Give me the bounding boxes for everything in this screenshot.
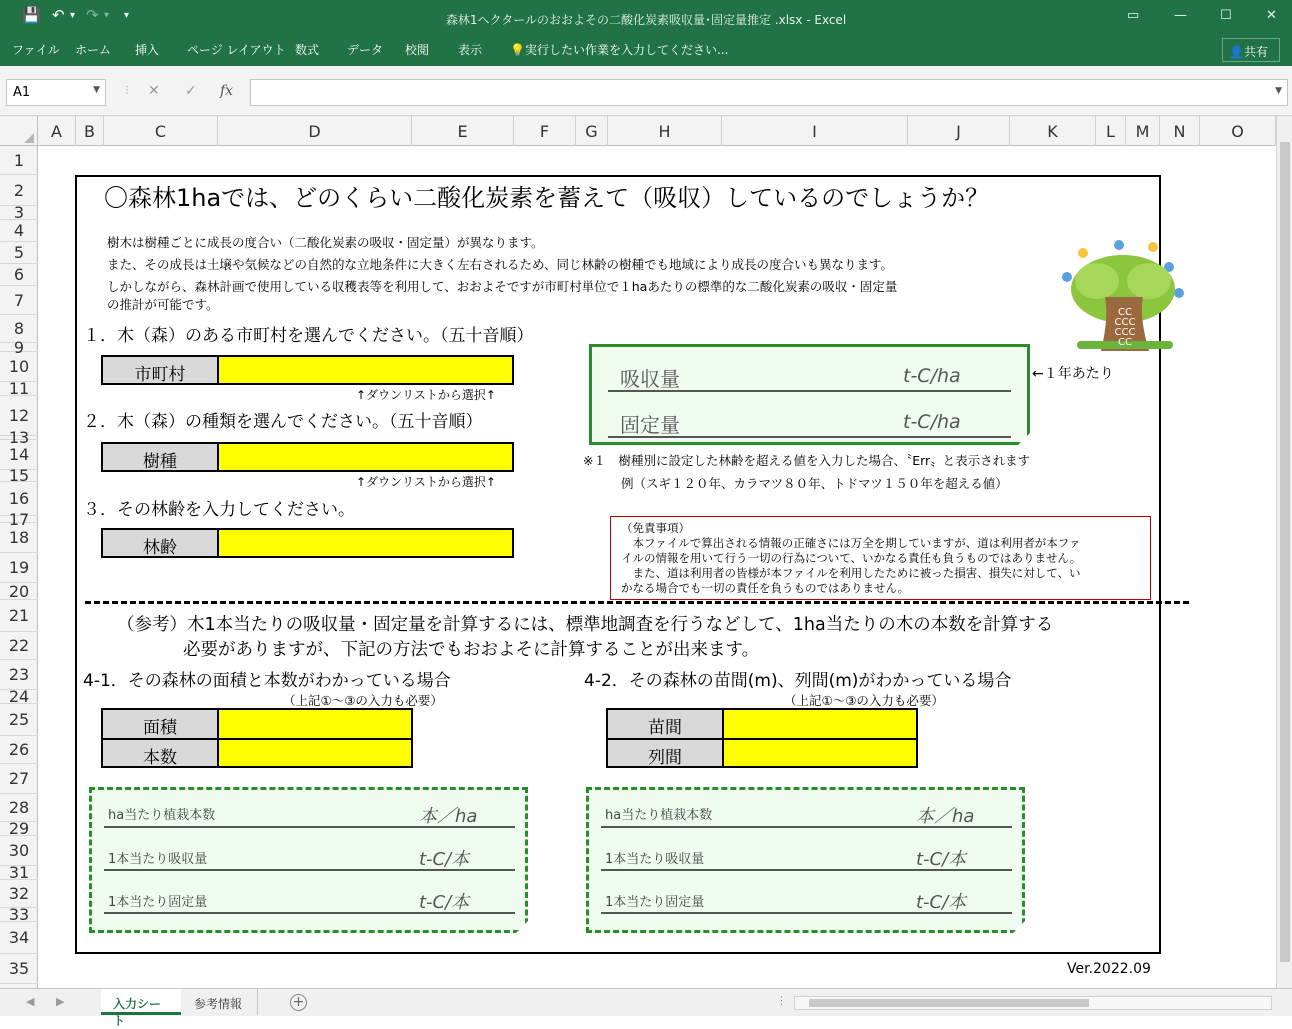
row-header[interactable]: 14 <box>0 440 38 470</box>
intro-text: の推計が可能です。 <box>107 297 219 312</box>
calc-underline <box>601 912 1012 914</box>
share-button[interactable] <box>1222 38 1280 62</box>
row-header[interactable]: 19 <box>0 553 38 583</box>
tab-data[interactable]: データ <box>347 43 384 57</box>
calc-unit: t-C/本 <box>916 849 967 870</box>
column-header[interactable]: I <box>722 116 908 146</box>
insert-function-icon[interactable]: fx <box>220 83 234 99</box>
seedling-spacing-input[interactable] <box>724 710 916 738</box>
column-header[interactable]: L <box>1096 116 1126 146</box>
disclaimer-box <box>610 516 1151 600</box>
column-header[interactable]: G <box>576 116 608 146</box>
reference-text: （参考）木1本当たりの吸収量・固定量を計算するには、標準地調査を行うなどして、1ha当たりの木の本数を計算する <box>117 615 1054 635</box>
row-header[interactable]: 21 <box>0 600 38 632</box>
calc-underline <box>601 869 1012 871</box>
tell-me-search[interactable] <box>510 41 728 58</box>
calc-unit: 本／ha <box>419 806 478 827</box>
name-box-value: A1 <box>13 85 31 100</box>
column-header[interactable]: K <box>1010 116 1096 146</box>
customize-toolbar-icon[interactable]: ▾ <box>124 10 130 21</box>
row-header[interactable]: 33 <box>0 908 38 922</box>
chevron-down-icon[interactable]: ▼ <box>93 85 100 95</box>
calc-underline <box>104 869 515 871</box>
undo-icon[interactable]: ↶ <box>52 6 65 24</box>
municipality-label: 市町村 <box>103 357 219 383</box>
tab-view[interactable]: 表示 <box>458 43 483 57</box>
count-label: 本数 <box>103 740 219 766</box>
undo-dropdown-icon[interactable]: ▾ <box>70 10 76 21</box>
case2-result-box <box>586 787 1025 933</box>
species-label: 樹種 <box>103 444 219 470</box>
row-header[interactable]: 11 <box>0 382 38 396</box>
row-header[interactable]: 12 <box>0 396 38 436</box>
close-icon[interactable]: ✕ <box>1266 8 1277 23</box>
count-input[interactable] <box>219 740 411 766</box>
version-label: Ver.2022.09 <box>1067 961 1151 977</box>
absorption-unit: t-C/ha <box>903 365 961 387</box>
case2-title: 4-2．その森林の苗間(m)、列間(m)がわかっている場合 <box>584 671 1012 691</box>
row-header[interactable]: 22 <box>0 632 38 660</box>
dropdown-hint: ↑ダウンリストから選択↑ <box>356 475 496 489</box>
tree-label: CCC <box>1114 327 1136 338</box>
disclaimer-line: また、道は利用者の皆様が本ファイルを利用したために被った損害、損失に対して、い <box>621 566 1081 580</box>
row-header[interactable]: 20 <box>0 583 38 600</box>
title-bar <box>0 0 1292 34</box>
ribbon-tabs <box>0 34 1292 66</box>
calc-unit: t-C/本 <box>419 849 470 870</box>
row-header[interactable]: 16 <box>0 482 38 516</box>
row-header[interactable]: 1 <box>0 146 38 175</box>
calc-underline <box>601 826 1012 828</box>
area-input[interactable] <box>219 710 411 738</box>
cancel-icon[interactable]: ✕ <box>148 83 160 99</box>
row-header[interactable]: 17 <box>0 516 38 523</box>
case1-note: （上記①～③の入力も必要） <box>283 693 443 708</box>
tab-formulas[interactable]: 数式 <box>295 43 320 57</box>
column-header[interactable]: E <box>412 116 514 146</box>
formula-bar <box>0 66 1292 116</box>
save-icon[interactable]: 💾 <box>22 6 41 24</box>
tab-file[interactable]: ファイル <box>12 43 60 57</box>
column-header[interactable]: A <box>38 116 76 146</box>
column-header[interactable]: H <box>608 116 722 146</box>
row-header[interactable]: 5 <box>0 242 38 264</box>
vertical-scroll-thumb[interactable] <box>1280 142 1290 962</box>
row-header[interactable]: 27 <box>0 764 38 794</box>
disclaimer-line: 本ファイルで算出される情報の正確さには万全を期していますが、道は利用者が本ファ <box>621 536 1081 550</box>
row-header[interactable]: 15 <box>0 470 38 482</box>
step2-title: ２．木（森）の種類を選んでください。（五十音順） <box>83 412 483 432</box>
row-header[interactable]: 9 <box>0 343 38 352</box>
calc-unit: t-C/本 <box>419 892 470 913</box>
result-box <box>589 344 1030 445</box>
column-header[interactable]: O <box>1200 116 1276 146</box>
add-sheet-button[interactable]: + <box>290 994 307 1011</box>
calc-label: 1本当たり固定量 <box>108 895 208 910</box>
sheet-tab-reference[interactable]: 参考情報 <box>182 989 258 1015</box>
row-header[interactable]: 25 <box>0 704 38 736</box>
prev-sheet-icon[interactable]: ◀ <box>26 995 35 1008</box>
row-header[interactable]: 3 <box>0 206 38 220</box>
row-header[interactable]: 31 <box>0 866 38 880</box>
age-label: 林齢 <box>103 530 219 556</box>
worksheet[interactable] <box>38 146 1276 988</box>
spacing-fields <box>606 708 918 768</box>
formula-input[interactable] <box>250 79 1288 106</box>
sheet-tab-bar <box>0 988 1292 1028</box>
calc-label: 1本当たり吸収量 <box>605 852 705 867</box>
fixed-unit: t-C/ha <box>903 411 961 433</box>
tab-review[interactable]: 校閲 <box>405 43 430 57</box>
row-header[interactable]: 32 <box>0 880 38 908</box>
tree-label: CC <box>1118 307 1132 318</box>
column-header[interactable]: N <box>1160 116 1200 146</box>
tree-illustration <box>1057 237 1189 357</box>
form-frame <box>75 175 1161 977</box>
tab-home[interactable]: ホーム <box>75 43 112 57</box>
ribbon-display-options-icon[interactable]: ▭ <box>1127 8 1140 23</box>
row-header[interactable]: 6 <box>0 264 38 286</box>
species-field <box>101 442 514 472</box>
person-icon: 👤 <box>1229 45 1244 59</box>
age-input[interactable] <box>219 530 512 556</box>
window-title: 森林1ヘクタールのおおよその二酸化炭素吸収量･固定量推定 .xlsx - Excel <box>445 13 847 27</box>
redo-icon[interactable]: ↷ <box>86 6 99 24</box>
seedling-spacing-label: 苗間 <box>608 710 724 738</box>
section-divider <box>85 601 1189 604</box>
dropdown-hint: ↑ダウンリストから選択↑ <box>356 388 496 402</box>
minimize-icon[interactable]: — <box>1174 8 1187 23</box>
column-header[interactable]: J <box>908 116 1010 146</box>
enter-icon[interactable]: ✓ <box>185 83 197 99</box>
tab-page-layout[interactable]: ページ レイアウト <box>187 43 286 57</box>
column-header[interactable]: D <box>218 116 412 146</box>
step3-title: ３．その林齢を入力してください。 <box>83 500 355 520</box>
err-note: ※１ 樹種別に設定した林齢を超える値を入力した場合、〝Err〟と表示されます <box>583 453 1031 468</box>
row-headers <box>0 146 38 988</box>
drag-handle-icon: ⋮ <box>122 85 132 96</box>
row-header[interactable]: 8 <box>0 315 38 343</box>
area-count-fields <box>101 708 413 768</box>
row-header[interactable]: 4 <box>0 220 38 242</box>
expand-formula-bar-icon[interactable]: ▼ <box>1275 86 1282 96</box>
per-year-note: ←１年あたり <box>1032 366 1114 382</box>
row-header[interactable]: 35 <box>0 954 38 984</box>
municipality-select[interactable] <box>219 357 512 383</box>
row-header[interactable]: 34 <box>0 922 38 954</box>
tree-label: CC <box>1118 337 1132 348</box>
intro-text: 樹木は樹種ごとに成長の度合い（二酸化炭素の吸収・固定量）が異なります。 <box>107 235 544 250</box>
page-title: 〇森林1haでは、どのくらい二酸化炭素を蓄えて（吸収）しているのでしょうか？ <box>104 184 990 212</box>
row-header[interactable]: 13 <box>0 436 38 440</box>
result-underline <box>608 390 1011 392</box>
tell-me-text: 実行したい作業を入力してください... <box>524 43 729 57</box>
name-box[interactable] <box>6 79 106 106</box>
row-header[interactable]: 7 <box>0 286 38 315</box>
calc-label: ha当たり植栽本数 <box>605 808 713 823</box>
municipality-field <box>101 355 514 385</box>
species-select[interactable] <box>219 444 512 470</box>
case2-note: （上記①～③の入力も必要） <box>784 693 944 708</box>
tree-label: CCC <box>1114 317 1136 328</box>
column-header[interactable]: M <box>1126 116 1160 146</box>
disclaimer-line: （免責事項） <box>621 521 690 535</box>
calc-underline <box>104 826 515 828</box>
disclaimer-line: かなる場合でも一切の責任を負うものではありません。 <box>621 581 910 595</box>
column-header[interactable]: C <box>104 116 218 146</box>
area-label: 面積 <box>103 710 219 738</box>
calc-label: 1本当たり固定量 <box>605 895 705 910</box>
calc-unit: t-C/本 <box>916 892 967 913</box>
age-field <box>101 528 514 558</box>
vertical-scrollbar[interactable] <box>1276 116 1292 988</box>
select-all-corner[interactable] <box>0 116 38 146</box>
disclaimer-line: イルの情報を用いて行う一切の行為について、いかなる責任も負うものではありません。 <box>621 551 1082 565</box>
column-header[interactable]: B <box>76 116 104 146</box>
row-header[interactable]: 28 <box>0 794 38 822</box>
result-underline <box>608 436 1011 438</box>
row-header[interactable]: 23 <box>0 660 38 690</box>
row-spacing-label: 列間 <box>608 740 724 766</box>
reference-text: 必要がありますが、下記の方法でもおおよそに計算することが出来ます。 <box>183 640 760 660</box>
row-header[interactable]: 18 <box>0 523 38 553</box>
case1-title: 4-1．その森林の面積と本数がわかっている場合 <box>83 671 451 691</box>
row-header[interactable]: 30 <box>0 836 38 866</box>
row-header[interactable]: 26 <box>0 736 38 764</box>
intro-text: しかしながら、森林計画で使用している収穫表等を利用して、おおよそですが市町村単位で１haあたりの標準的な二酸化炭素の吸収・固定量 <box>107 279 898 294</box>
row-header[interactable]: 10 <box>0 352 38 382</box>
row-header[interactable]: 24 <box>0 690 38 704</box>
redo-dropdown-icon[interactable]: ▾ <box>104 10 110 21</box>
horizontal-scrollbar[interactable] <box>794 996 1272 1010</box>
row-spacing-input[interactable] <box>724 740 916 766</box>
column-headers <box>0 116 1276 146</box>
lightbulb-icon: 💡 <box>510 43 525 57</box>
share-label: 共有 <box>1243 45 1268 59</box>
case1-result-box <box>89 787 528 933</box>
absorption-label: 吸収量 <box>620 367 680 391</box>
calc-label: ha当たり植栽本数 <box>108 808 216 823</box>
row-header[interactable]: 29 <box>0 822 38 836</box>
next-sheet-icon[interactable]: ▶ <box>56 995 65 1008</box>
intro-text: また、その成長は土壌や気候などの自然的な立地条件に大きく左右されるため、同じ林齢の樹種でも地域により成長の度合いも異なります。 <box>107 257 894 272</box>
horizontal-scroll-thumb[interactable] <box>809 999 1089 1007</box>
calc-unit: 本／ha <box>916 806 975 827</box>
sheet-tab-input[interactable]: 入力シート <box>101 989 181 1015</box>
column-header[interactable]: F <box>514 116 576 146</box>
maximize-icon[interactable]: ☐ <box>1220 8 1232 23</box>
fixed-label: 固定量 <box>620 413 680 437</box>
tab-splitter-handle[interactable]: ⋮ <box>776 994 787 1007</box>
calc-underline <box>104 912 515 914</box>
step1-title: １．木（森）のある市町村を選んでください。（五十音順） <box>83 326 534 346</box>
err-example: 例（スギ１２０年、カラマツ８０年、トドマツ１５０年を超える値） <box>621 476 1008 491</box>
row-header[interactable]: 2 <box>0 175 38 206</box>
calc-label: 1本当たり吸収量 <box>108 852 208 867</box>
tab-insert[interactable]: 挿入 <box>135 43 160 57</box>
